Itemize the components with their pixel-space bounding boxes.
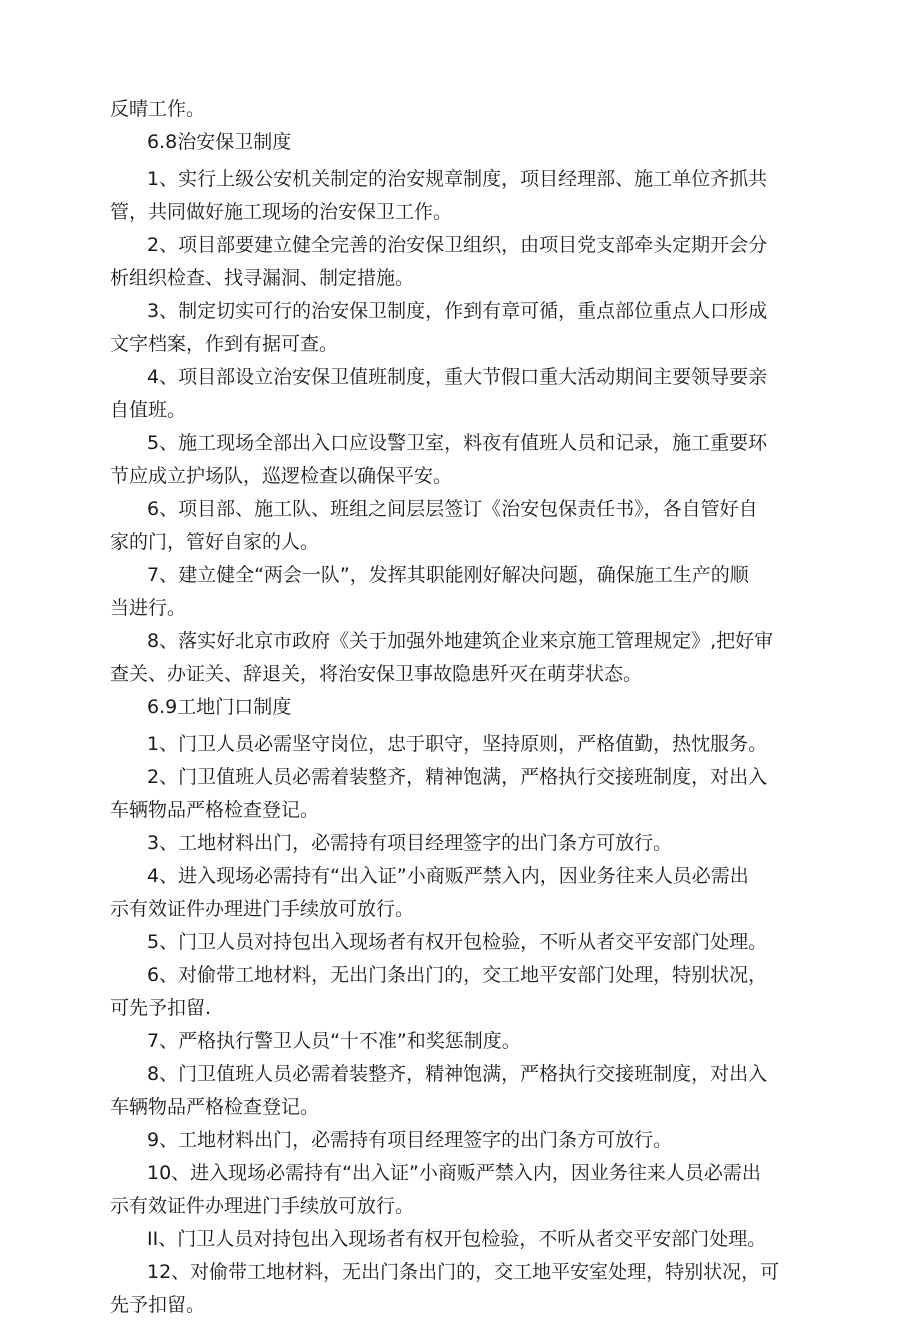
rule-item: [110, 1223, 810, 1256]
rule-item-first-line: 6、项目部、施工队、班组之间层层签订《治安包保责任书》，各自管好自: [147, 498, 758, 520]
rule-item-first-line: 4、项目部设立治安保卫值班制度，重大节假口重大活动期间主要领导要亲: [147, 366, 768, 388]
lead-line: 反晴工作。: [110, 98, 206, 120]
rule-item-continuation-line: 车辆物品严格检查登记。: [110, 1096, 320, 1118]
rule-item-continuation-line: 示有效证件办理进门手续放可放行。: [110, 898, 415, 920]
rule-item: [110, 761, 810, 827]
rule-item-first-line: 8、门卫值班人员必需着装整齐，精神饱满，严格执行交接班制度，对出入: [147, 1063, 768, 1085]
rule-item: [110, 295, 810, 361]
rule-item: [110, 959, 810, 1025]
rule-item-first-line: 2、项目部要建立健全完善的治安保卫组织，由项目党支部牵头定期开会分: [147, 234, 768, 256]
section-2: [110, 691, 810, 1322]
rule-item-continuation-line: 示有效证件办理进门手续放可放行。: [110, 1195, 415, 1217]
rule-item-continuation-line: 先予扣留。: [110, 1294, 206, 1316]
rule-item-continuation-line: 析组织检查、找寻漏洞、制定措施。: [110, 267, 415, 289]
rule-item-continuation-line: 家的门，管好自家的人。: [110, 531, 320, 553]
rule-item: [110, 1025, 810, 1058]
rule-item-continuation-line: 节应成立护场队，巡逻检查以确保平安。: [110, 465, 453, 487]
rule-item-continuation-line: 查关、办证关、辞退关，将治安保卫事故隐患歼灭在萌芽状态。: [110, 663, 643, 685]
rule-item-first-line: 10、进入现场必需持有“出入证”小商贩严禁入内，因业务往来人员必需出: [147, 1162, 761, 1184]
rule-item-continuation-line: 可先予扣留.: [110, 997, 212, 1019]
rule-item: [110, 625, 810, 691]
rule-item-first-line: 1、实行上级公安机关制定的治安规章制度，项目经理部、施工单位齐抓共: [147, 168, 768, 190]
rule-item-first-line: 6、对偷带工地材料，无出门条出门的，交工地平安部门处理，特别状况，: [147, 964, 768, 986]
rule-item: [110, 1256, 810, 1322]
rule-item: [110, 559, 810, 625]
rule-item: [110, 926, 810, 959]
rule-item-first-line: 5、门卫人员对持包出入现场者有权开包检验，不听从者交平安部门处理。: [147, 931, 768, 953]
rule-item: [110, 860, 810, 926]
rule-item: [110, 493, 810, 559]
rule-item-first-line: 7、严格执行警卫人员“十不准”和奖惩制度。: [147, 1030, 521, 1052]
section-heading: 6.8治安保卫制度: [147, 131, 292, 153]
rule-item: [110, 229, 810, 295]
rule-item-first-line: 1、门卫人员必需坚守岗位，忠于职守，坚持原则，严格值勤，热忱服务。: [147, 733, 768, 755]
rule-item-first-line: 2、门卫值班人员必需着装整齐，精神饱满，严格执行交接班制度，对出入: [147, 766, 768, 788]
section-heading: 6.9工地门口制度: [147, 696, 292, 718]
rule-item-first-line: 7、建立健全“两会一队”，发挥其职能刚好解决问题，确保施工生产的顺: [147, 564, 749, 586]
rule-item: [110, 427, 810, 493]
rule-item-continuation-line: 自值班。: [110, 399, 187, 421]
rule-item: [110, 361, 810, 427]
rule-item-first-line: 8、落实好北京市政府《关于加强外地建筑企业来京施工管理规定》,把好审: [147, 630, 774, 652]
rule-item: [110, 1157, 810, 1223]
rule-item-first-line: 12、对偷带工地材料，无出门条出门的，交工地平安室处理，特别状况，可: [147, 1261, 780, 1283]
section-1: [110, 126, 810, 691]
rule-item: [110, 1124, 810, 1157]
rule-item: [110, 1058, 810, 1124]
rule-item: [110, 728, 810, 761]
rule-item-first-line: 3、制定切实可行的治安保卫制度，作到有章可循，重点部位重点人口形成: [147, 300, 768, 322]
rule-item-continuation-line: 管，共同做好施工现场的治安保卫工作。: [110, 201, 453, 223]
rule-item-first-line: 5、施工现场全部出入口应设警卫室，料夜有值班人员和记录，施工重要环: [147, 432, 768, 454]
rule-item-first-line: II、门卫人员对持包出入现场者有权开包检验，不听从者交平安部门处理。: [147, 1228, 767, 1250]
rule-item-continuation-line: 当进行。: [110, 597, 187, 619]
document-body: [110, 93, 810, 1322]
rule-item-first-line: 9、工地材料出门，必需持有项目经理签字的出门条方可放行。: [147, 1129, 673, 1151]
rule-item-first-line: 3、工地材料出门，必需持有项目经理签字的出门条方可放行。: [147, 832, 673, 854]
rule-item-continuation-line: 车辆物品严格检查登记。: [110, 799, 320, 821]
rule-item-first-line: 4、进入现场必需持有“出入证”小商贩严禁入内，因业务往来人员必需出: [147, 865, 749, 887]
rule-item: [110, 163, 810, 229]
rule-item: [110, 827, 810, 860]
rule-item-continuation-line: 文字档案，作到有据可查。: [110, 333, 339, 355]
